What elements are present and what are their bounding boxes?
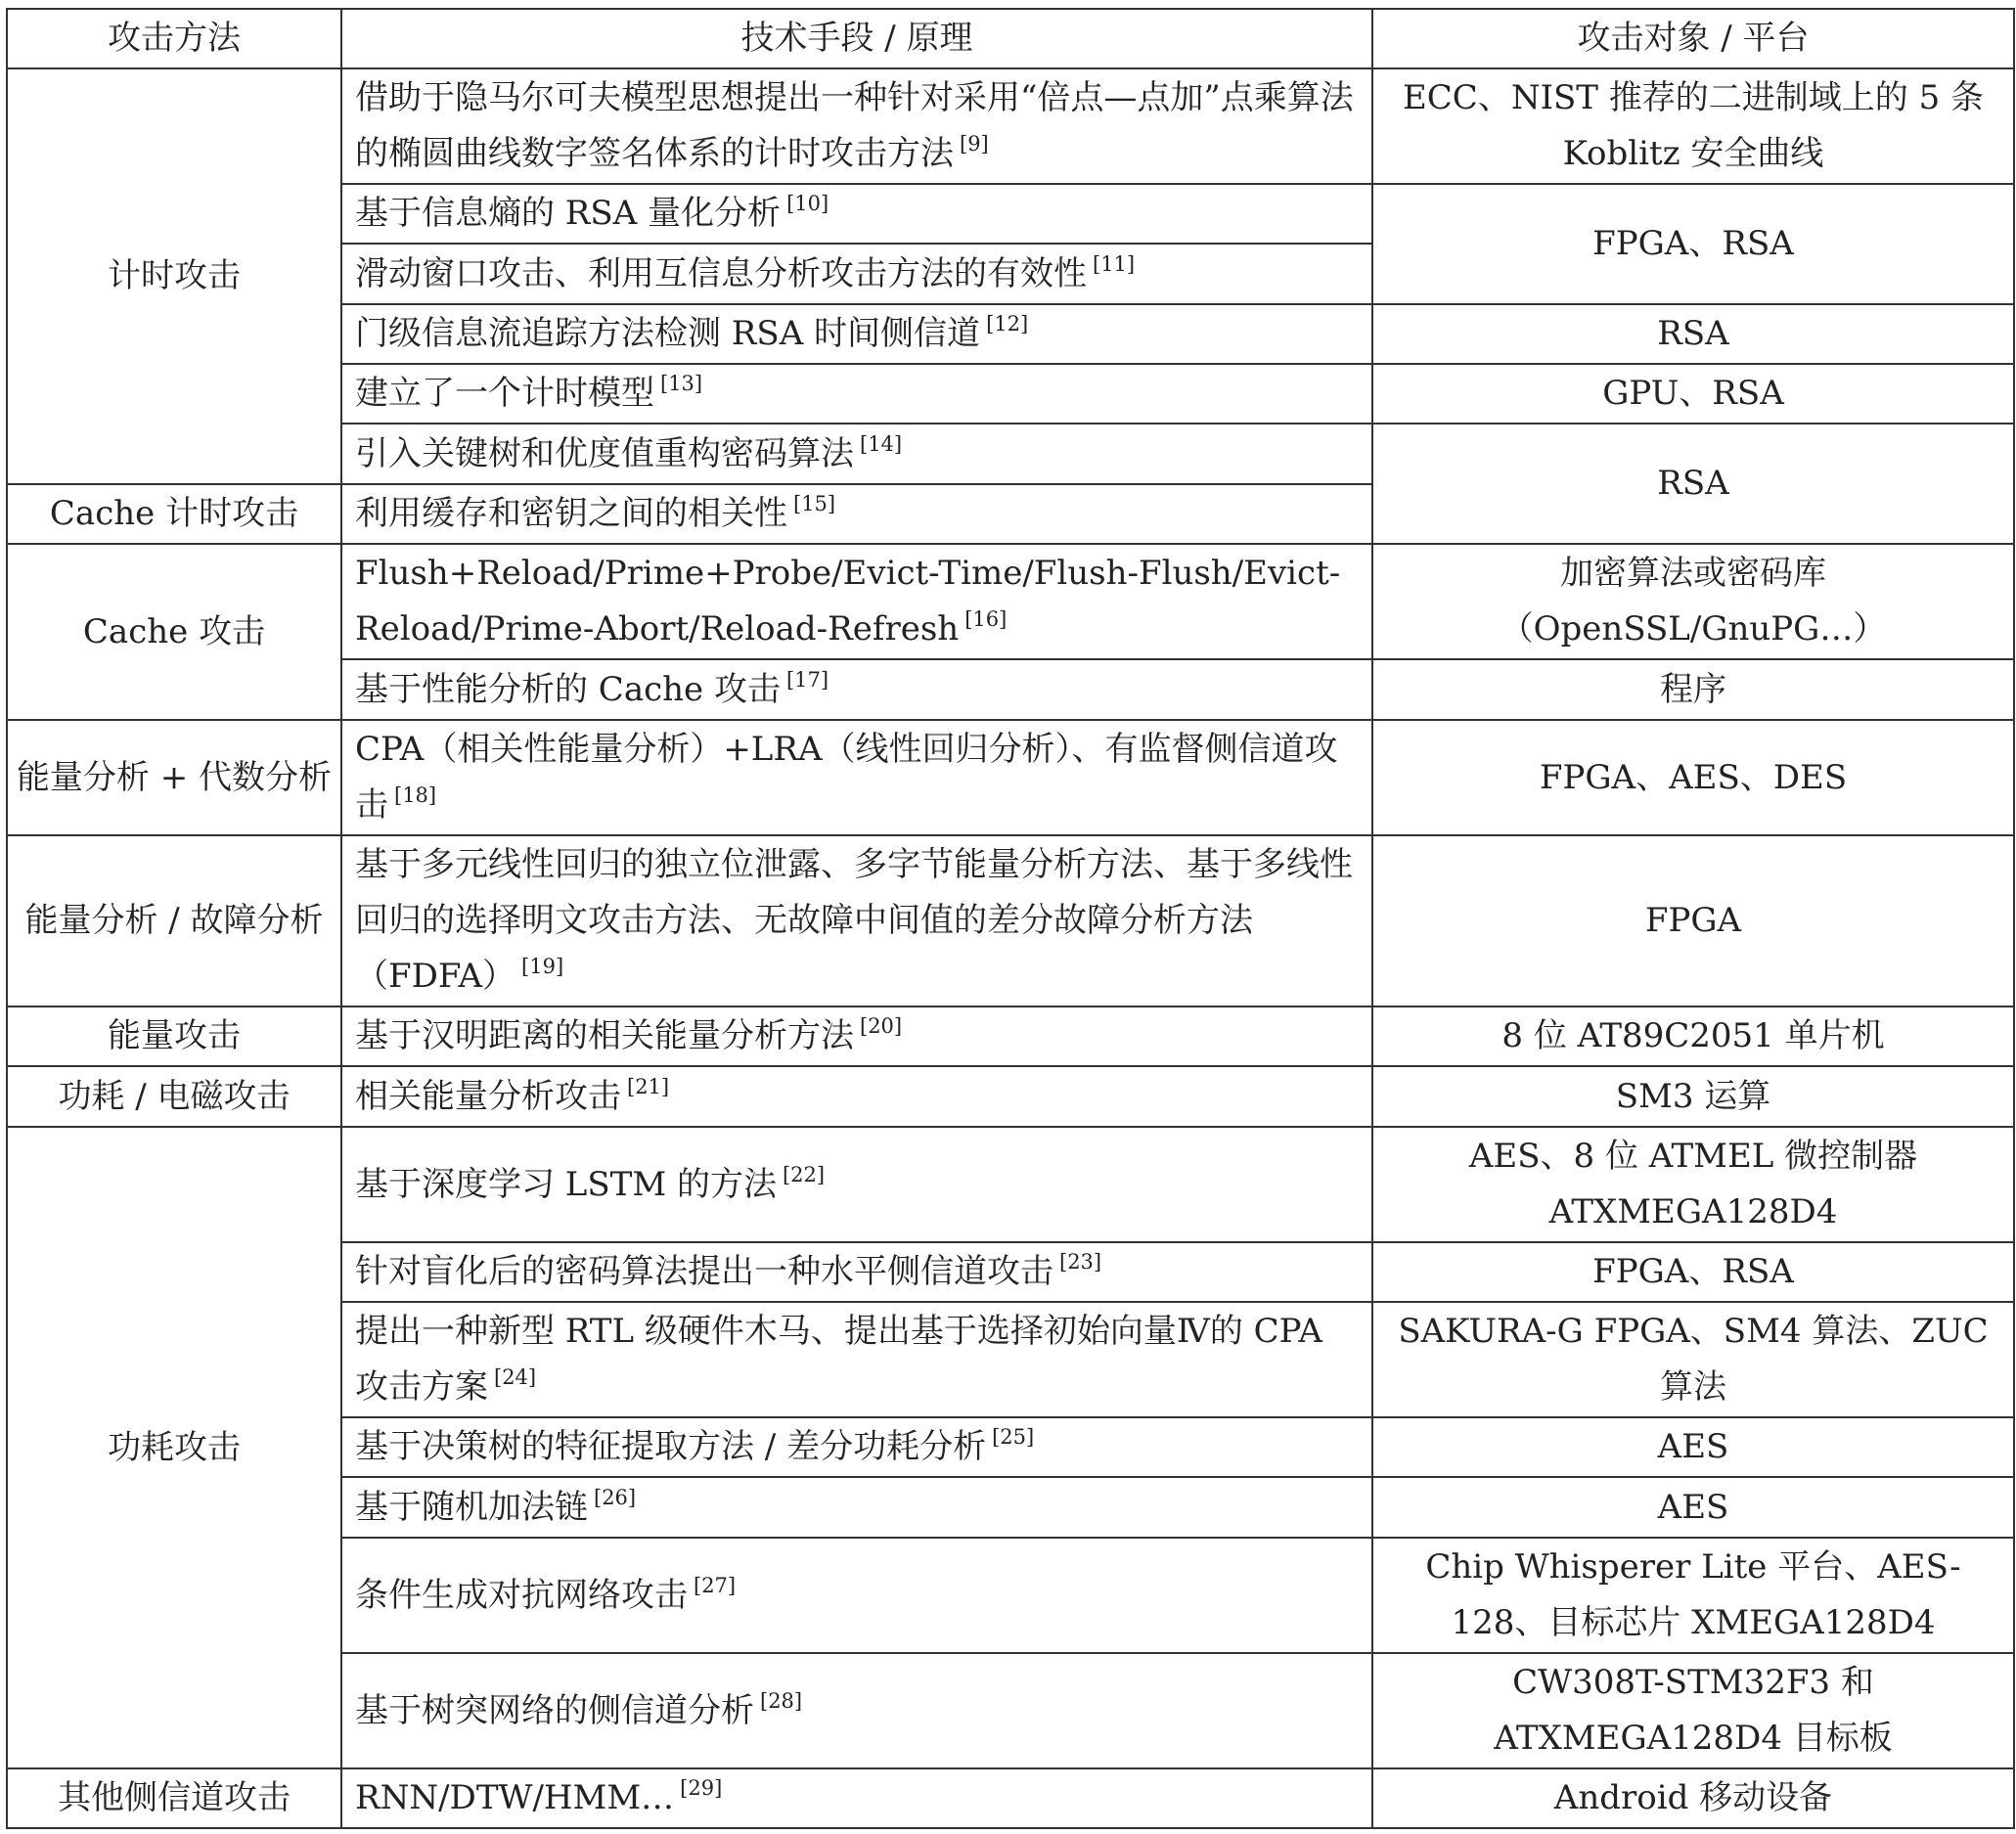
technique-cell xyxy=(341,364,1372,424)
reference-mark: [27] xyxy=(694,1573,737,1597)
table-row xyxy=(7,720,2014,835)
table-row xyxy=(7,1066,2014,1127)
technique-text: 滑动窗口攻击、利用互信息分析攻击方法的有效性 xyxy=(355,253,1087,293)
technique-text: 借助于隐马尔可夫模型思想提出一种针对采用“倍点—点加”点乘算法的椭圆曲线数字签名体系的计时攻击方法 xyxy=(355,78,1354,173)
reference-mark: [26] xyxy=(594,1485,637,1509)
technique-text: 针对盲化后的密码算法提出一种水平侧信道攻击 xyxy=(355,1252,1053,1291)
technique-cell xyxy=(341,720,1372,835)
technique-text: 利用缓存和密钥之间的相关性 xyxy=(355,494,787,533)
target-platform-cell: FPGA、RSA xyxy=(1372,1242,2014,1302)
table-row xyxy=(7,544,2014,659)
technique-text: 基于性能分析的 Cache 攻击 xyxy=(355,669,781,709)
attack-method-cell: 能量分析 / 故障分析 xyxy=(7,835,341,1006)
reference-mark: [29] xyxy=(680,1776,723,1800)
reference-mark: [13] xyxy=(660,372,703,395)
technique-cell xyxy=(341,1768,1372,1828)
technique-text: 条件生成对抗网络攻击 xyxy=(355,1575,688,1615)
technique-text: 引入关键树和优度值重构密码算法 xyxy=(355,433,854,473)
technique-text: 提出一种新型 RTL 级硬件木马、提出基于选择初始向量Ⅳ的 CPA 攻击方案 xyxy=(355,1312,1322,1407)
reference-mark: [15] xyxy=(793,492,836,515)
technique-text: 建立了一个计时模型 xyxy=(355,374,654,413)
target-platform-cell: ECC、NIST 推荐的二进制域上的 5 条 Koblitz 安全曲线 xyxy=(1372,68,2014,184)
target-platform-cell: FPGA xyxy=(1372,835,2014,1006)
target-platform-cell: SAKURA-G FPGA、SM4 算法、ZUC 算法 xyxy=(1372,1302,2014,1417)
reference-mark: [9] xyxy=(960,132,989,156)
reference-mark: [16] xyxy=(964,607,1008,631)
technique-text: 基于深度学习 LSTM 的方法 xyxy=(355,1164,777,1204)
reference-mark: [20] xyxy=(860,1014,903,1038)
side-channel-attack-table xyxy=(6,8,2015,1829)
technique-cell xyxy=(341,1006,1372,1066)
technique-cell xyxy=(341,184,1372,244)
technique-cell xyxy=(341,244,1372,304)
technique-text: 基于信息熵的 RSA 量化分析 xyxy=(355,194,782,233)
technique-text: 相关能量分析攻击 xyxy=(355,1076,621,1116)
technique-cell xyxy=(341,304,1372,364)
technique-text: CPA（相关性能量分析）+LRA（线性回归分析）、有监督侧信道攻击 xyxy=(355,730,1338,825)
technique-cell xyxy=(341,1653,1372,1768)
reference-mark: [19] xyxy=(521,955,564,978)
target-platform-cell: 加密算法或密码库（OpenSSL/GnuPG…） xyxy=(1372,544,2014,659)
technique-text: 基于汉明距离的相关能量分析方法 xyxy=(355,1016,854,1055)
reference-mark: [18] xyxy=(394,783,437,807)
target-platform-cell: Chip Whisperer Lite 平台、AES-128、目标芯片 XMEGA128D4 xyxy=(1372,1538,2014,1653)
reference-mark: [24] xyxy=(494,1365,537,1389)
target-platform-cell: Android 移动设备 xyxy=(1372,1768,2014,1828)
technique-cell xyxy=(341,484,1372,544)
technique-text: RNN/DTW/HMM… xyxy=(355,1778,675,1817)
reference-mark: [17] xyxy=(785,667,829,692)
reference-mark: [28] xyxy=(760,1688,803,1713)
technique-text: 门级信息流追踪方法检测 RSA 时间侧信道 xyxy=(355,314,981,353)
reference-mark: [11] xyxy=(1093,251,1136,276)
reference-mark: [23] xyxy=(1059,1250,1102,1274)
technique-cell xyxy=(341,544,1372,659)
attack-method-cell: 能量攻击 xyxy=(7,1006,341,1066)
technique-text: 基于树突网络的侧信道分析 xyxy=(355,1690,754,1730)
reference-mark: [12] xyxy=(986,312,1029,335)
technique-cell xyxy=(341,1302,1372,1417)
technique-cell xyxy=(341,835,1372,1006)
attack-method-cell: Cache 计时攻击 xyxy=(7,484,341,544)
technique-cell xyxy=(341,1417,1372,1477)
technique-cell xyxy=(341,1127,1372,1242)
target-platform-cell: AES、8 位 ATMEL 微控制器 ATXMEGA128D4 xyxy=(1372,1127,2014,1242)
header-attack-method: 攻击方法 xyxy=(7,9,341,68)
target-platform-cell: FPGA、AES、DES xyxy=(1372,720,2014,835)
attack-method-cell: 功耗攻击 xyxy=(7,1127,341,1768)
table-row xyxy=(7,68,2014,184)
reference-mark: [22] xyxy=(782,1162,826,1186)
target-platform-cell: AES xyxy=(1372,1477,2014,1538)
technique-cell xyxy=(341,68,1372,184)
target-platform-cell: SM3 运算 xyxy=(1372,1066,2014,1127)
target-platform-cell: RSA xyxy=(1372,304,2014,364)
table-row xyxy=(7,835,2014,1006)
technique-text: 基于决策树的特征提取方法 / 差分功耗分析 xyxy=(355,1427,987,1466)
reference-mark: [25] xyxy=(992,1425,1035,1449)
technique-cell xyxy=(341,1242,1372,1302)
attack-method-cell: 计时攻击 xyxy=(7,68,341,484)
reference-mark: [10] xyxy=(786,192,829,215)
technique-text: Flush+Reload/Prime+Probe/Evict-Time/Flush-Flush/Evict-Reload/Prime-Abort/Reload-Refresh xyxy=(355,554,1341,649)
technique-cell xyxy=(341,424,1372,484)
target-platform-cell: GPU、RSA xyxy=(1372,364,2014,424)
header-row xyxy=(7,9,2014,68)
target-platform-cell: AES xyxy=(1372,1417,2014,1477)
technique-cell xyxy=(341,659,1372,720)
technique-cell xyxy=(341,1477,1372,1538)
technique-text: 基于随机加法链 xyxy=(355,1487,588,1527)
target-platform-cell: CW308T-STM32F3 和 ATXMEGA128D4 目标板 xyxy=(1372,1653,2014,1768)
technique-text: 基于多元线性回归的独立位泄露、多字节能量分析方法、基于多线性回归的选择明文攻击方法、无故障中间值的差分故障分析方法（FDFA） xyxy=(355,845,1353,996)
table-row xyxy=(7,1768,2014,1828)
technique-cell xyxy=(341,1066,1372,1127)
target-platform-cell: 程序 xyxy=(1372,659,2014,720)
table-row xyxy=(7,1006,2014,1066)
target-platform-cell: RSA xyxy=(1372,424,2014,544)
attack-method-cell: 能量分析 + 代数分析 xyxy=(7,720,341,835)
header-target-platform: 攻击对象 / 平台 xyxy=(1372,9,2014,68)
header-technique: 技术手段 / 原理 xyxy=(341,9,1372,68)
reference-mark: [21] xyxy=(627,1074,670,1098)
attack-method-cell: 功耗 / 电磁攻击 xyxy=(7,1066,341,1127)
table-row xyxy=(7,1127,2014,1242)
reference-mark: [14] xyxy=(860,431,903,456)
target-platform-cell: FPGA、RSA xyxy=(1372,184,2014,304)
technique-cell xyxy=(341,1538,1372,1653)
attack-method-cell: 其他侧信道攻击 xyxy=(7,1768,341,1828)
attack-method-cell: Cache 攻击 xyxy=(7,544,341,720)
target-platform-cell: 8 位 AT89C2051 单片机 xyxy=(1372,1006,2014,1066)
